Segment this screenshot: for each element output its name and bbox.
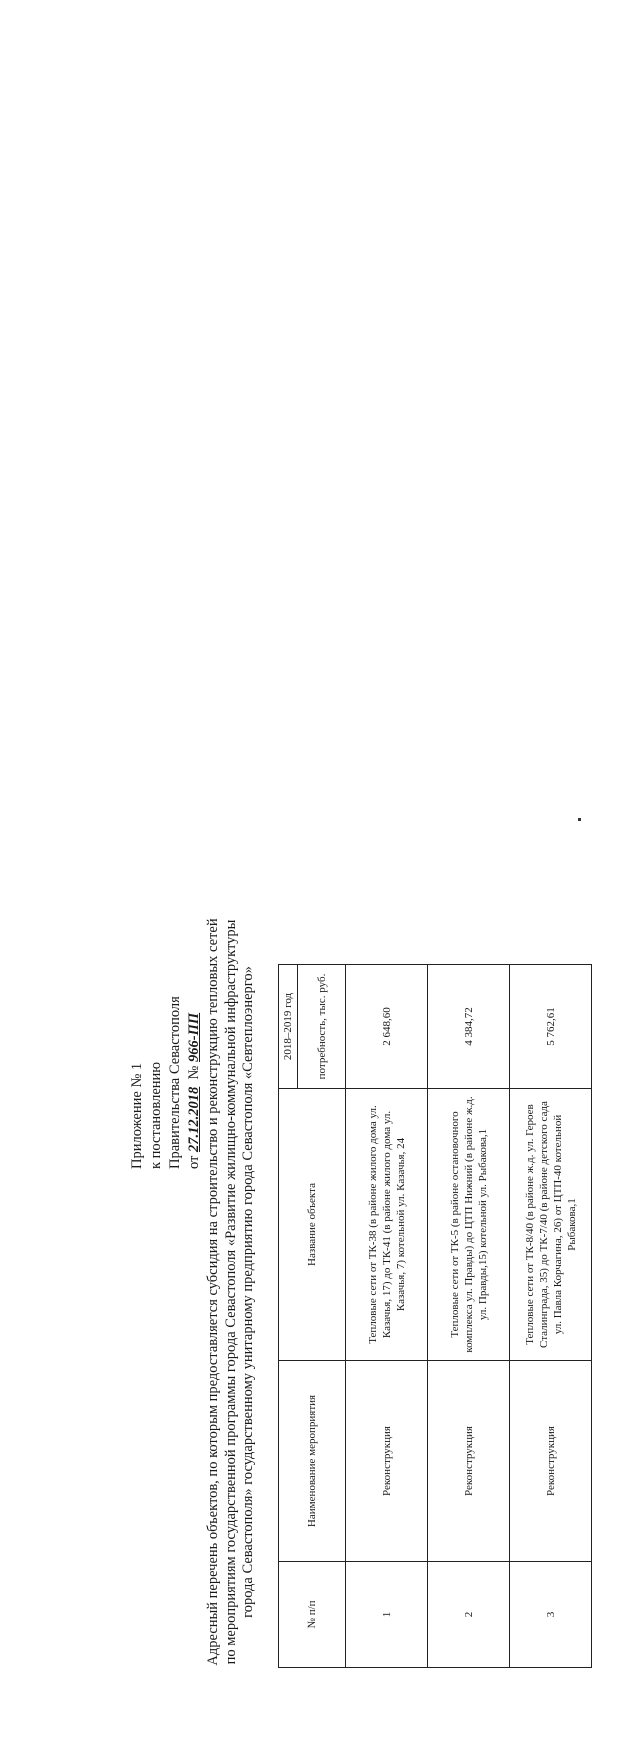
row-need: 4 384,72 [428,965,510,1089]
document-intro: Адресный перечень объектов, по которым предоставляется субсидия на строительство и реконструкцию тепловых сетей по мероприятиям государственной программы города Севастополя «Развитие жилищно-коммунальной инфраструктуры города Севастополя» государственному унитарному предприятию города Севастополя «Севтеплоэнерго» [205,918,256,1666]
header-need: потребность, тыс. руб. [298,965,346,1089]
scan-speck [578,818,581,821]
header-period: 2018–2019 год [279,965,298,1089]
row-num: 3 [510,1562,592,1668]
row-object: Тепловые сети от ТК-5 (в районе остановочного комплекса ул. Правды) до ЦТП Нижний (в районе ж.д. ул. Правды,15) котельной ул. Рыбакова,1 [428,1089,510,1361]
date-prefix: от [186,1155,202,1169]
row-object: Тепловые сети от ТК-38 (в районе жилого дома ул. Казачья, 17) до ТК-41 (в районе жилого дома ул. Казачья, 7) котельной ул. Казачья, 24 [346,1089,428,1361]
header-object: Название объекта [279,1089,346,1361]
handwritten-date: 27.12.2018 [186,1086,202,1152]
date-number-line [185,929,204,1169]
table-row [510,965,592,1668]
table-row [346,965,428,1668]
number-prefix: № [186,1065,202,1080]
row-object: Тепловые сети от ТК-8/40 (в районе ж.д. ул. Героев Сталинграда, 35) до ТК-7/40 (в районе детского сада ул. Павла Корчагина, 26) от ЦТП-40 котельной Рыбакова,1 [510,1089,592,1361]
appendix-title: Приложение № 1 [129,1062,145,1169]
handwritten-number: 966-ПП [186,1012,202,1062]
header-event: Наименование мероприятия [279,1361,346,1562]
row-need: 2 648,60 [346,965,428,1089]
row-num: 2 [428,1562,510,1668]
row-need: 5 762,61 [510,965,592,1089]
row-num: 1 [346,1562,428,1668]
row-event: Реконструкция [346,1361,428,1562]
approval-stamp [128,929,204,1169]
document-page [0,880,640,1760]
row-event: Реконструкция [428,1361,510,1562]
issuer: Правительства Севастополя [167,996,183,1169]
objects-table [278,964,592,1668]
header-num: № п/п [279,1562,346,1668]
table-row [428,965,510,1668]
resolution-ref: к постановлению [148,1061,164,1169]
header-row [279,965,298,1668]
row-event: Реконструкция [510,1361,592,1562]
